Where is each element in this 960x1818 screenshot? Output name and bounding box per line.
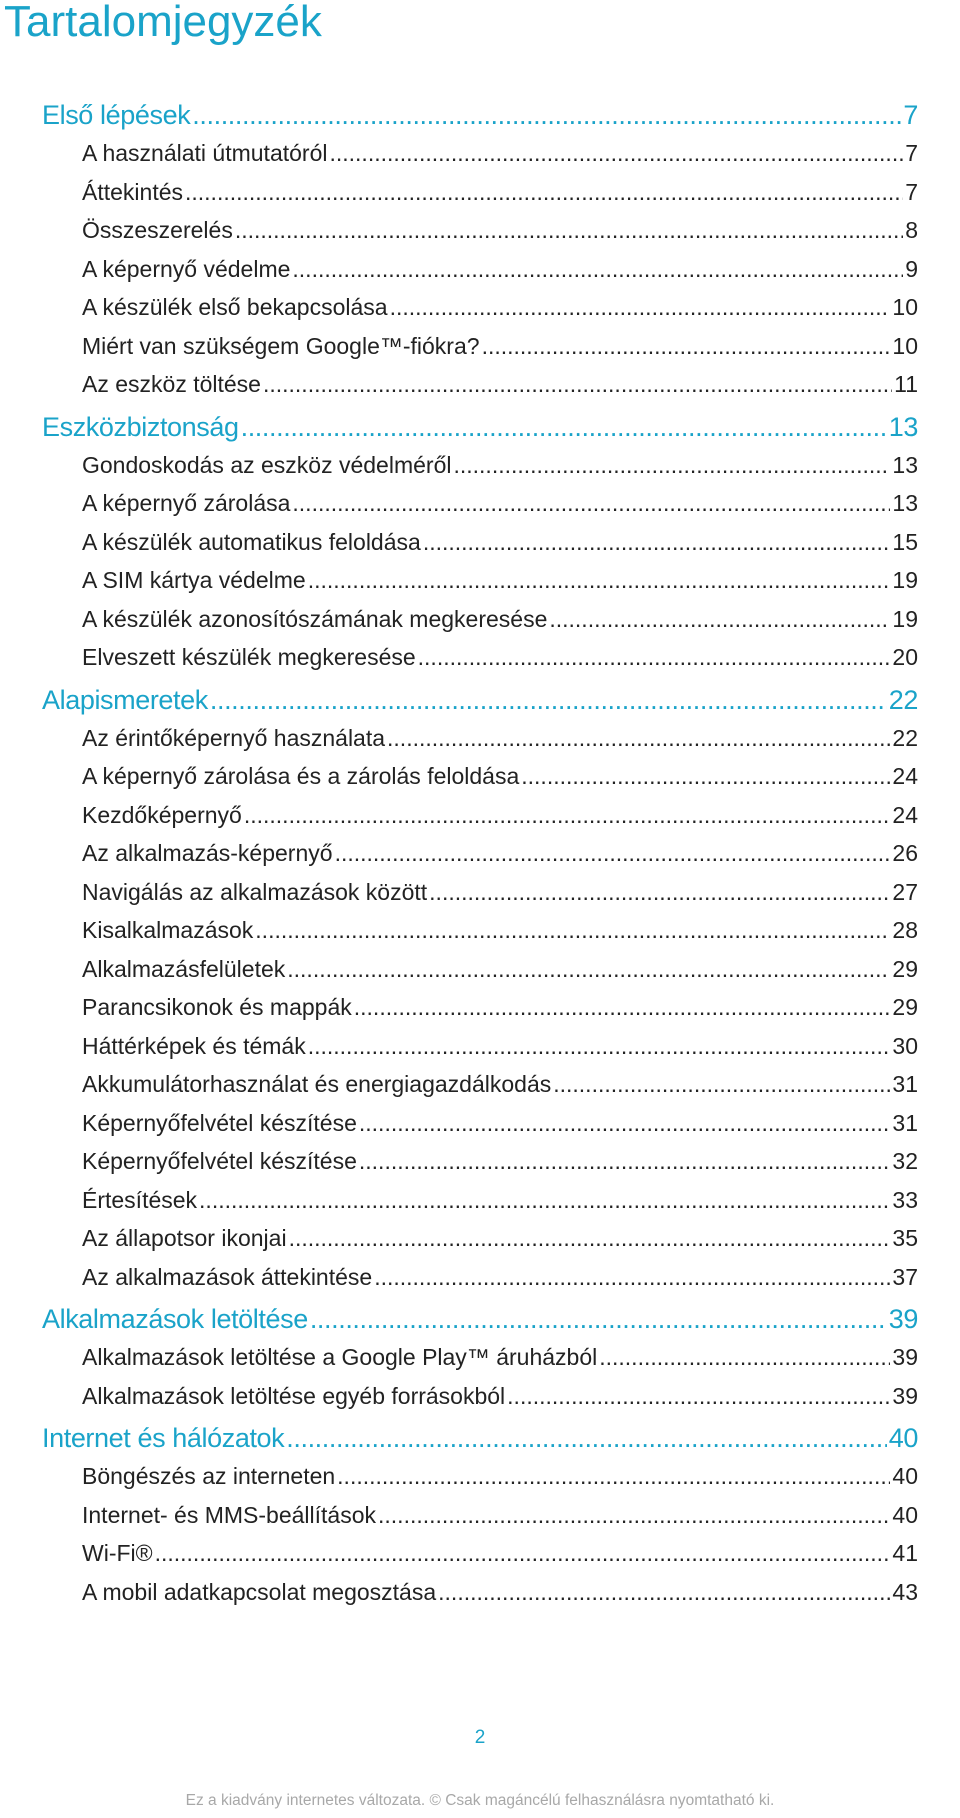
toc-leader-dots — [354, 994, 891, 1021]
toc-item-row[interactable] — [82, 879, 918, 917]
toc-section-page: 13 — [888, 411, 918, 442]
toc-item-label: Alkalmazásfelületek — [82, 955, 286, 982]
toc-leader-dots — [287, 956, 890, 983]
toc-item-row[interactable] — [82, 1225, 918, 1263]
toc-item-row[interactable] — [82, 294, 918, 332]
toc-item-row[interactable] — [82, 333, 918, 371]
toc-section-label: Internet és hálózatok — [42, 1423, 285, 1453]
toc-item-row[interactable] — [82, 529, 918, 567]
toc-item-page: 40 — [892, 1501, 918, 1528]
toc-item-label: Miért van szükségem Google™-fiókra? — [82, 332, 480, 359]
toc-item-page: 40 — [892, 1463, 918, 1489]
toc-item-label: A képernyő védelme — [82, 255, 291, 282]
toc-item-label: A képernyő zárolása és a zárolás feloldása — [82, 763, 520, 789]
toc-leader-dots — [335, 840, 891, 867]
toc-item-row[interactable] — [82, 1110, 918, 1148]
toc-item-label: Wi-Fi® — [82, 1540, 153, 1566]
page-number: 2 — [474, 1727, 486, 1748]
toc-item-label: A képernyő zárolása — [82, 490, 291, 516]
toc-item-label: Alkalmazások letöltése a Google Play™ áruházból — [82, 1344, 598, 1370]
toc-item-page: 37 — [892, 1263, 918, 1290]
toc-item-row[interactable] — [82, 490, 918, 528]
toc-item-page: 29 — [892, 994, 918, 1020]
toc-item-row[interactable] — [82, 956, 918, 994]
toc-item-row[interactable] — [82, 371, 918, 409]
toc-item-page: 20 — [892, 644, 918, 670]
toc-item-row[interactable] — [82, 644, 918, 682]
toc-section-page: 22 — [888, 684, 918, 715]
toc-item-row[interactable] — [82, 1187, 918, 1225]
toc-section-label: Első lépések — [42, 100, 191, 130]
toc-leader-dots — [255, 917, 890, 944]
toc-item-label: A használati útmutatóról — [82, 140, 328, 166]
toc-item-row[interactable] — [82, 179, 918, 217]
toc-item-label: Képernyőfelvétel készítése — [82, 1148, 357, 1174]
toc-leader-dots — [429, 879, 890, 906]
toc-leader-dots — [289, 1225, 891, 1252]
toc-item-label: Alkalmazások letöltése egyéb forrásokból — [82, 1382, 506, 1409]
toc-item-row[interactable] — [82, 1148, 918, 1186]
toc-section-row[interactable] — [42, 100, 918, 140]
toc-leader-dots — [359, 1110, 891, 1137]
toc-leader-dots — [155, 1540, 891, 1567]
toc-item-row[interactable] — [82, 1463, 918, 1501]
toc-item-row[interactable] — [82, 1540, 918, 1578]
toc-item-label: Akkumulátorhasználat és energiagazdálkodás — [82, 1071, 552, 1097]
toc-item-page: 29 — [892, 955, 918, 982]
toc-item-page: 19 — [892, 605, 918, 632]
toc-item-page: 13 — [892, 451, 918, 478]
toc-item-row[interactable] — [82, 452, 918, 490]
toc-item-label: Navigálás az alkalmazások között — [82, 878, 428, 905]
toc-leader-dots — [549, 606, 890, 633]
toc-item-page: 11 — [894, 371, 918, 397]
toc-section-row[interactable] — [42, 1304, 918, 1344]
toc-item-row[interactable] — [82, 1383, 918, 1421]
toc-item-label: Kezdőképernyő — [82, 801, 242, 828]
toc-item-label: Internet- és MMS-beállítások — [82, 1501, 377, 1528]
toc-item-page: 13 — [892, 490, 918, 516]
toc-item-label: A SIM kártya védelme — [82, 567, 306, 593]
toc-item-label: Áttekintés — [82, 178, 183, 205]
toc-leader-dots — [390, 294, 891, 321]
toc-item-page: 27 — [892, 878, 918, 905]
toc-leader-dots — [359, 1148, 891, 1175]
toc-item-page: 7 — [905, 140, 918, 166]
toc-item-page: 43 — [892, 1578, 918, 1605]
toc-item-page: 33 — [892, 1186, 918, 1213]
toc-item-page: 30 — [892, 1032, 918, 1059]
toc-item-row[interactable] — [82, 802, 918, 840]
toc-item-page: 26 — [892, 840, 918, 866]
toc-item-page: 15 — [892, 528, 918, 555]
toc-leader-dots — [199, 1187, 890, 1214]
toc-section-page: 39 — [888, 1304, 918, 1334]
toc-item-page: 28 — [892, 917, 918, 943]
toc-leader-dots — [507, 1383, 890, 1410]
toc-item-page: 32 — [892, 1148, 918, 1174]
toc-item-row[interactable] — [82, 917, 918, 955]
toc-section-page: 7 — [903, 100, 918, 130]
toc-item-page: 35 — [892, 1225, 918, 1251]
toc-item-row[interactable] — [82, 1579, 918, 1617]
toc-section-label: Alapismeretek — [42, 684, 208, 715]
toc-leader-dots — [438, 1579, 890, 1606]
footer-note: Ez a kiadvány internetes változata. © Csak magáncélú felhasználásra nyomtatható ki. — [185, 1792, 775, 1809]
toc-leader-dots — [329, 140, 903, 167]
toc-item-label: Gondoskodás az eszköz védelméről — [82, 451, 452, 478]
toc-item-label: Kisalkalmazások — [82, 917, 254, 943]
toc-item-label: A készülék első bekapcsolása — [82, 294, 388, 320]
toc-item-page: 41 — [892, 1540, 918, 1566]
toc-item-label: Parancsikonok és mappák — [82, 994, 352, 1020]
toc-item-page: 19 — [892, 567, 918, 593]
toc-section-label: Eszközbiztonság — [42, 411, 239, 442]
toc-leader-dots — [337, 1463, 890, 1490]
toc-item-page: 39 — [892, 1344, 918, 1370]
toc-item-label: Háttérképek és témák — [82, 1032, 306, 1059]
toc-section-row[interactable] — [42, 685, 918, 725]
toc-item-row[interactable] — [82, 140, 918, 178]
toc-leader-dots — [453, 452, 890, 479]
toc-leader-dots — [310, 1304, 887, 1335]
toc-item-label: Böngészés az interneten — [82, 1463, 336, 1489]
toc-item-row[interactable] — [82, 217, 918, 255]
toc-item-label: Összeszerelés — [82, 217, 233, 243]
toc-item-row[interactable] — [82, 1502, 918, 1540]
toc-item-label: Az eszköz töltése — [82, 371, 261, 397]
toc-leader-dots — [599, 1344, 890, 1371]
toc-item-label: A mobil adatkapcsolat megosztása — [82, 1578, 437, 1605]
toc-leader-dots — [378, 1502, 890, 1529]
toc-item-row[interactable] — [82, 763, 918, 801]
toc-item-page: 39 — [892, 1382, 918, 1409]
toc-leader-dots — [241, 412, 887, 443]
toc-item-label: A készülék automatikus feloldása — [82, 528, 421, 555]
toc-item-page: 24 — [892, 763, 918, 789]
toc-leader-dots — [244, 802, 891, 829]
toc-section-row[interactable] — [42, 412, 918, 452]
toc-leader-dots — [553, 1071, 890, 1098]
toc-item-page: 8 — [905, 217, 918, 243]
toc-leader-dots — [235, 217, 903, 244]
toc-leader-dots — [521, 763, 890, 790]
toc-leader-dots — [263, 371, 892, 398]
toc-item-page: 31 — [892, 1109, 918, 1136]
toc-item-label: A készülék azonosítószámának megkeresése — [82, 605, 548, 632]
toc-item-row[interactable] — [82, 1264, 918, 1302]
toc-item-row[interactable] — [82, 1033, 918, 1071]
toc-leader-dots — [482, 333, 891, 360]
toc-item-page: 24 — [892, 801, 918, 828]
toc-section-row[interactable] — [42, 1423, 918, 1463]
toc-item-label: Az alkalmazás-képernyő — [82, 840, 333, 866]
toc-leader-dots — [387, 725, 890, 752]
toc-item-label: Az érintőképernyő használata — [82, 724, 386, 751]
toc-leader-dots — [308, 1033, 891, 1060]
toc-item-label: Az állapotsor ikonjai — [82, 1225, 287, 1251]
toc-item-row[interactable] — [82, 1344, 918, 1382]
toc-leader-dots — [423, 529, 891, 556]
toc-leader-dots — [286, 1423, 887, 1454]
toc-item-page: 9 — [905, 255, 918, 282]
toc-item-label: Értesítések — [82, 1186, 198, 1213]
toc-item-row[interactable] — [82, 606, 918, 644]
toc-item-page: 7 — [905, 178, 918, 205]
toc-item-page: 31 — [892, 1071, 918, 1097]
toc-leader-dots — [292, 490, 890, 517]
toc-item-row[interactable] — [82, 994, 918, 1032]
toc-section-page: 40 — [888, 1423, 918, 1453]
toc-item-page: 10 — [892, 332, 918, 359]
toc-item-page: 22 — [892, 724, 918, 751]
toc-item-row[interactable] — [82, 725, 918, 763]
toc-item-row[interactable] — [82, 567, 918, 605]
toc-leader-dots — [292, 256, 903, 283]
toc-leader-dots — [308, 567, 891, 594]
toc-item-row[interactable] — [82, 840, 918, 878]
toc-item-row[interactable] — [82, 256, 918, 294]
toc-item-page: 10 — [892, 294, 918, 320]
toc-leader-dots — [185, 179, 903, 206]
page-title: Tartalomjegyzék — [4, 0, 322, 46]
toc-section-label: Alkalmazások letöltése — [42, 1304, 308, 1334]
toc-item-label: Az alkalmazások áttekintése — [82, 1263, 373, 1290]
toc-item-label: Elveszett készülék megkeresése — [82, 644, 416, 670]
toc-leader-dots — [192, 100, 901, 131]
toc-item-label: Képernyőfelvétel készítése — [82, 1109, 357, 1136]
toc-item-row[interactable] — [82, 1071, 918, 1109]
toc-leader-dots — [418, 644, 891, 671]
toc-leader-dots — [210, 685, 887, 716]
toc-leader-dots — [374, 1264, 890, 1291]
